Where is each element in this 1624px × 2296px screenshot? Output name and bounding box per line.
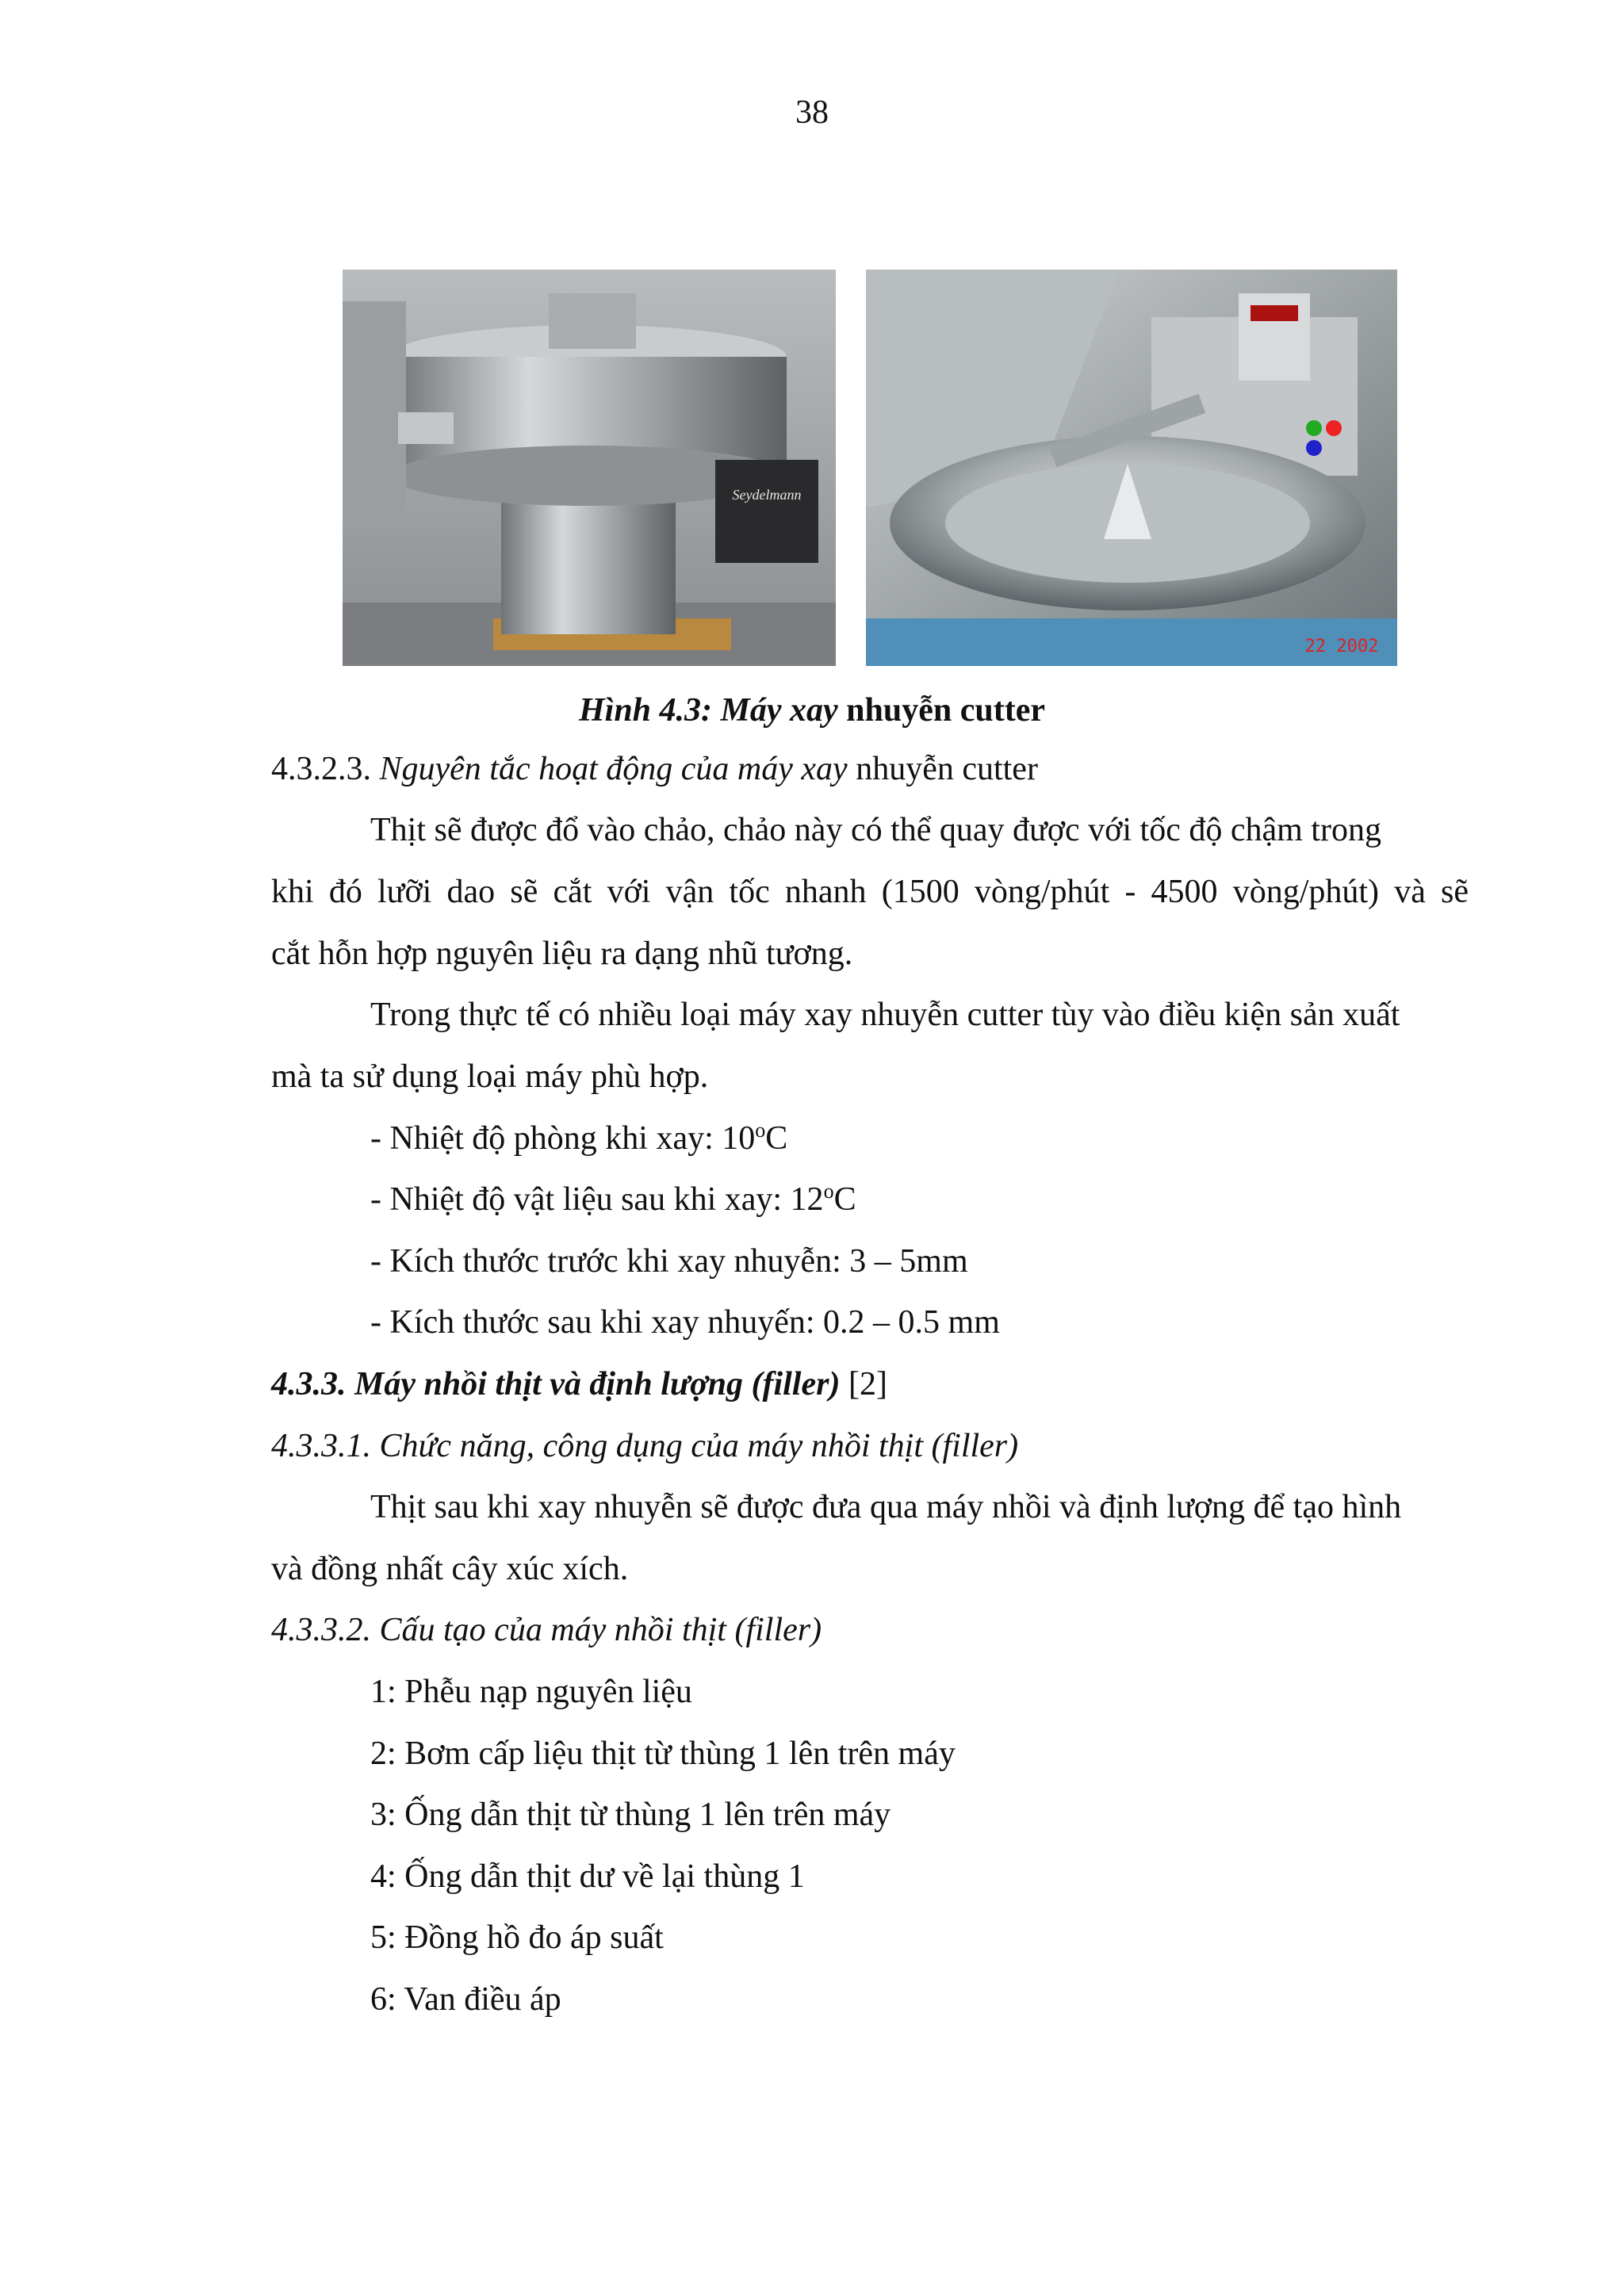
cutter-closed-illustration <box>343 270 836 666</box>
para1-line1: Thịt sẽ được đổ vào chảo, chảo này có thể quay được với tốc độ chậm trong <box>370 812 1381 848</box>
figure-caption-rest: nhuyễn cutter <box>837 692 1045 729</box>
heading-4-3-3-1: 4.3.3.1. Chức năng, công dụng của máy nhồi thịt (filler) <box>271 1428 1019 1464</box>
spec-room-temperature-label: - Nhiệt độ phòng khi xay: 10 <box>370 1120 756 1157</box>
spec-size-before: - Kích thước trước khi xay nhuyễn: 3 – 5mm <box>370 1243 968 1280</box>
heading-4-3-2-3-title-italic: Nguyên tắc hoạt động của máy xay <box>379 751 848 787</box>
part-item: 6: Van điều áp <box>370 1981 561 2018</box>
heading-4-3-3-ref: [2] <box>840 1366 887 1402</box>
photo-date-stamp: 22 2002 <box>1304 637 1379 656</box>
machine-brand-label: Seydelmann <box>732 487 802 503</box>
figure-cutter-machines <box>343 270 1397 666</box>
figure-caption <box>0 691 1624 729</box>
part-item: 3: Ống dẫn thịt từ thùng 1 lên trên máy <box>370 1797 891 1833</box>
spec-material-temperature <box>370 1180 856 1219</box>
para1-line2: khi đó lưỡi dao sẽ cắt với vận tốc nhanh (1500 vòng/phút - 4500 vòng/phút) và sẽ <box>271 874 1469 910</box>
spec-room-temperature-unit: C <box>765 1120 788 1157</box>
heading-4-3-2-3-number: 4.3.2.3. <box>271 751 380 787</box>
figure-caption-italic: Hình 4.3: Máy xay <box>578 692 838 729</box>
degree-mark: o <box>823 1180 834 1203</box>
page-number: 38 <box>795 94 829 131</box>
para1-line3: cắt hỗn hợp nguyên liệu ra dạng nhũ tương. <box>271 936 853 972</box>
para3-line1: Thịt sau khi xay nhuyễn sẽ được đưa qua máy nhồi và định lượng để tạo hình <box>370 1489 1402 1525</box>
para2-line1: Trong thực tế có nhiều loại máy xay nhuyễn cutter tùy vào điều kiện sản xuất <box>370 997 1400 1033</box>
part-item: 5: Đồng hồ đo áp suất <box>370 1919 664 1956</box>
part-item: 2: Bơm cấp liệu thịt từ thùng 1 lên trên máy <box>370 1735 956 1772</box>
photo-cutter-machine-open <box>866 270 1397 666</box>
heading-4-3-3-title: 4.3.3. Máy nhồi thịt và định lượng (filler) <box>271 1366 841 1402</box>
para3-line2: và đồng nhất cây xúc xích. <box>271 1551 629 1587</box>
heading-4-3-3-2: 4.3.3.2. Cấu tạo của máy nhồi thịt (filler) <box>271 1612 822 1648</box>
degree-mark: o <box>755 1119 766 1142</box>
part-item: 1: Phễu nạp nguyên liệu <box>370 1674 692 1710</box>
spec-material-temperature-unit: C <box>833 1181 856 1218</box>
heading-4-3-2-3 <box>271 749 1038 789</box>
photo-cutter-machine-closed <box>343 270 836 666</box>
part-item: 4: Ống dẫn thịt dư về lại thùng 1 <box>370 1858 805 1895</box>
spec-size-after: - Kích thước sau khi xay nhuyến: 0.2 – 0.5 mm <box>370 1304 1000 1341</box>
para2-line2: mà ta sử dụng loại máy phù hợp. <box>271 1058 709 1095</box>
heading-4-3-3 <box>271 1364 887 1404</box>
spec-material-temperature-label: - Nhiệt độ vật liệu sau khi xay: 12 <box>370 1181 824 1218</box>
spec-room-temperature <box>370 1119 787 1158</box>
cutter-open-illustration <box>866 270 1397 666</box>
heading-4-3-2-3-title-rest: nhuyễn cutter <box>847 751 1038 787</box>
